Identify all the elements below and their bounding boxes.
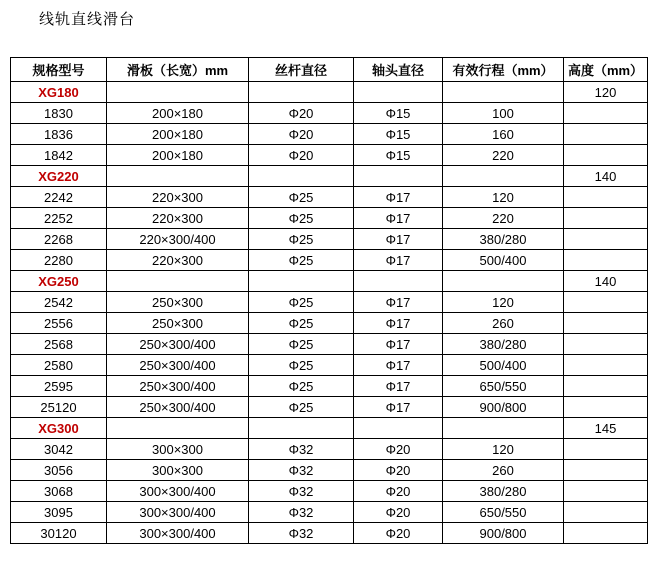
cell-stroke: 650/550 bbox=[443, 502, 564, 523]
cell-shaft bbox=[354, 82, 443, 103]
cell-model: 2252 bbox=[11, 208, 107, 229]
cell-plate bbox=[107, 166, 249, 187]
cell-screw: Φ25 bbox=[249, 292, 354, 313]
cell-plate: 300×300 bbox=[107, 460, 249, 481]
cell-stroke bbox=[443, 166, 564, 187]
group-row bbox=[11, 166, 648, 187]
cell-stroke: 380/280 bbox=[443, 334, 564, 355]
group-row bbox=[11, 271, 648, 292]
cell-stroke bbox=[443, 418, 564, 439]
cell-stroke bbox=[443, 82, 564, 103]
cell-shaft: Φ17 bbox=[354, 355, 443, 376]
table-row bbox=[11, 397, 648, 418]
cell-screw: Φ32 bbox=[249, 481, 354, 502]
cell-plate: 250×300 bbox=[107, 313, 249, 334]
cell-shaft bbox=[354, 418, 443, 439]
cell-plate: 300×300/400 bbox=[107, 481, 249, 502]
cell-height bbox=[564, 124, 648, 145]
table-row bbox=[11, 460, 648, 481]
cell-model: 3095 bbox=[11, 502, 107, 523]
cell-shaft: Φ15 bbox=[354, 145, 443, 166]
cell-model: 2580 bbox=[11, 355, 107, 376]
cell-stroke: 220 bbox=[443, 208, 564, 229]
cell-shaft bbox=[354, 166, 443, 187]
cell-height bbox=[564, 103, 648, 124]
col-header-stroke: 有效行程（mm） bbox=[443, 58, 564, 82]
cell-screw: Φ25 bbox=[249, 376, 354, 397]
col-header-model: 规格型号 bbox=[11, 58, 107, 82]
cell-plate: 200×180 bbox=[107, 103, 249, 124]
cell-model: XG250 bbox=[11, 271, 107, 292]
cell-height bbox=[564, 145, 648, 166]
cell-screw bbox=[249, 166, 354, 187]
cell-model: XG300 bbox=[11, 418, 107, 439]
cell-height bbox=[564, 502, 648, 523]
table-row bbox=[11, 124, 648, 145]
cell-stroke: 650/550 bbox=[443, 376, 564, 397]
cell-height bbox=[564, 481, 648, 502]
cell-stroke: 100 bbox=[443, 103, 564, 124]
cell-plate: 250×300/400 bbox=[107, 355, 249, 376]
cell-shaft: Φ20 bbox=[354, 502, 443, 523]
table-row bbox=[11, 334, 648, 355]
cell-screw: Φ25 bbox=[249, 250, 354, 271]
cell-screw: Φ32 bbox=[249, 439, 354, 460]
cell-screw bbox=[249, 418, 354, 439]
cell-height bbox=[564, 376, 648, 397]
cell-shaft: Φ17 bbox=[354, 376, 443, 397]
spec-table-body bbox=[11, 82, 648, 544]
cell-model: 1836 bbox=[11, 124, 107, 145]
table-row bbox=[11, 292, 648, 313]
cell-model: XG220 bbox=[11, 166, 107, 187]
cell-height: 140 bbox=[564, 166, 648, 187]
cell-plate: 250×300/400 bbox=[107, 334, 249, 355]
cell-screw: Φ25 bbox=[249, 334, 354, 355]
cell-screw: Φ25 bbox=[249, 397, 354, 418]
cell-screw bbox=[249, 82, 354, 103]
cell-shaft: Φ20 bbox=[354, 460, 443, 481]
cell-height bbox=[564, 292, 648, 313]
cell-screw: Φ25 bbox=[249, 229, 354, 250]
cell-model: 3042 bbox=[11, 439, 107, 460]
table-row bbox=[11, 187, 648, 208]
cell-stroke: 900/800 bbox=[443, 523, 564, 544]
cell-shaft: Φ17 bbox=[354, 208, 443, 229]
cell-stroke: 220 bbox=[443, 145, 564, 166]
cell-stroke: 900/800 bbox=[443, 397, 564, 418]
cell-height bbox=[564, 229, 648, 250]
table-row bbox=[11, 313, 648, 334]
cell-plate bbox=[107, 418, 249, 439]
cell-stroke: 260 bbox=[443, 460, 564, 481]
col-header-plate: 滑板（长宽）mm bbox=[107, 58, 249, 82]
cell-stroke: 120 bbox=[443, 292, 564, 313]
cell-height bbox=[564, 250, 648, 271]
cell-shaft: Φ17 bbox=[354, 187, 443, 208]
table-row bbox=[11, 523, 648, 544]
group-row bbox=[11, 82, 648, 103]
cell-screw: Φ25 bbox=[249, 313, 354, 334]
cell-model: 2556 bbox=[11, 313, 107, 334]
cell-stroke: 160 bbox=[443, 124, 564, 145]
cell-shaft bbox=[354, 271, 443, 292]
cell-plate bbox=[107, 271, 249, 292]
cell-plate: 250×300/400 bbox=[107, 397, 249, 418]
cell-height bbox=[564, 334, 648, 355]
page-title: 线轨直线滑台 bbox=[39, 11, 136, 28]
cell-shaft: Φ17 bbox=[354, 397, 443, 418]
cell-stroke: 120 bbox=[443, 439, 564, 460]
cell-model: 2268 bbox=[11, 229, 107, 250]
cell-shaft: Φ17 bbox=[354, 334, 443, 355]
cell-stroke: 260 bbox=[443, 313, 564, 334]
cell-stroke: 500/400 bbox=[443, 250, 564, 271]
cell-shaft: Φ17 bbox=[354, 250, 443, 271]
cell-model: 3068 bbox=[11, 481, 107, 502]
cell-height bbox=[564, 355, 648, 376]
cell-model: 30120 bbox=[11, 523, 107, 544]
cell-plate: 300×300 bbox=[107, 439, 249, 460]
cell-shaft: Φ15 bbox=[354, 124, 443, 145]
cell-height bbox=[564, 208, 648, 229]
cell-height bbox=[564, 523, 648, 544]
cell-stroke: 500/400 bbox=[443, 355, 564, 376]
cell-height bbox=[564, 187, 648, 208]
cell-screw: Φ25 bbox=[249, 187, 354, 208]
spec-table bbox=[10, 57, 648, 544]
cell-model: 2242 bbox=[11, 187, 107, 208]
cell-height bbox=[564, 313, 648, 334]
cell-shaft: Φ17 bbox=[354, 292, 443, 313]
cell-screw: Φ20 bbox=[249, 145, 354, 166]
header-row bbox=[11, 58, 648, 82]
cell-shaft: Φ20 bbox=[354, 439, 443, 460]
cell-height: 120 bbox=[564, 82, 648, 103]
table-row bbox=[11, 355, 648, 376]
cell-plate: 200×180 bbox=[107, 145, 249, 166]
table-row bbox=[11, 145, 648, 166]
cell-plate: 250×300/400 bbox=[107, 376, 249, 397]
cell-plate: 220×300 bbox=[107, 208, 249, 229]
cell-screw: Φ32 bbox=[249, 523, 354, 544]
cell-plate: 220×300 bbox=[107, 187, 249, 208]
cell-model: 2595 bbox=[11, 376, 107, 397]
cell-plate: 300×300/400 bbox=[107, 502, 249, 523]
cell-stroke: 380/280 bbox=[443, 229, 564, 250]
table-row bbox=[11, 376, 648, 397]
col-header-screw: 丝杆直径 bbox=[249, 58, 354, 82]
cell-model: 1842 bbox=[11, 145, 107, 166]
col-header-shaft: 轴头直径 bbox=[354, 58, 443, 82]
cell-height bbox=[564, 439, 648, 460]
cell-model: XG180 bbox=[11, 82, 107, 103]
cell-height: 145 bbox=[564, 418, 648, 439]
cell-plate: 220×300/400 bbox=[107, 229, 249, 250]
cell-stroke: 380/280 bbox=[443, 481, 564, 502]
cell-model: 2542 bbox=[11, 292, 107, 313]
cell-model: 25120 bbox=[11, 397, 107, 418]
col-header-height: 高度（mm） bbox=[564, 58, 648, 82]
cell-height bbox=[564, 460, 648, 481]
cell-shaft: Φ17 bbox=[354, 313, 443, 334]
cell-screw: Φ32 bbox=[249, 460, 354, 481]
cell-screw: Φ20 bbox=[249, 124, 354, 145]
cell-plate bbox=[107, 82, 249, 103]
table-row bbox=[11, 208, 648, 229]
cell-shaft: Φ20 bbox=[354, 481, 443, 502]
cell-model: 1830 bbox=[11, 103, 107, 124]
cell-height bbox=[564, 397, 648, 418]
cell-height: 140 bbox=[564, 271, 648, 292]
cell-model: 2568 bbox=[11, 334, 107, 355]
cell-model: 2280 bbox=[11, 250, 107, 271]
cell-plate: 220×300 bbox=[107, 250, 249, 271]
cell-stroke: 120 bbox=[443, 187, 564, 208]
cell-shaft: Φ20 bbox=[354, 523, 443, 544]
table-row bbox=[11, 229, 648, 250]
cell-plate: 200×180 bbox=[107, 124, 249, 145]
cell-plate: 300×300/400 bbox=[107, 523, 249, 544]
table-row bbox=[11, 103, 648, 124]
cell-model: 3056 bbox=[11, 460, 107, 481]
table-row bbox=[11, 250, 648, 271]
cell-screw: Φ20 bbox=[249, 103, 354, 124]
table-row bbox=[11, 481, 648, 502]
cell-screw: Φ25 bbox=[249, 208, 354, 229]
cell-screw bbox=[249, 271, 354, 292]
cell-shaft: Φ15 bbox=[354, 103, 443, 124]
cell-plate: 250×300 bbox=[107, 292, 249, 313]
group-row bbox=[11, 418, 648, 439]
cell-screw: Φ32 bbox=[249, 502, 354, 523]
cell-shaft: Φ17 bbox=[354, 229, 443, 250]
table-row bbox=[11, 502, 648, 523]
cell-stroke bbox=[443, 271, 564, 292]
cell-screw: Φ25 bbox=[249, 355, 354, 376]
table-row bbox=[11, 439, 648, 460]
